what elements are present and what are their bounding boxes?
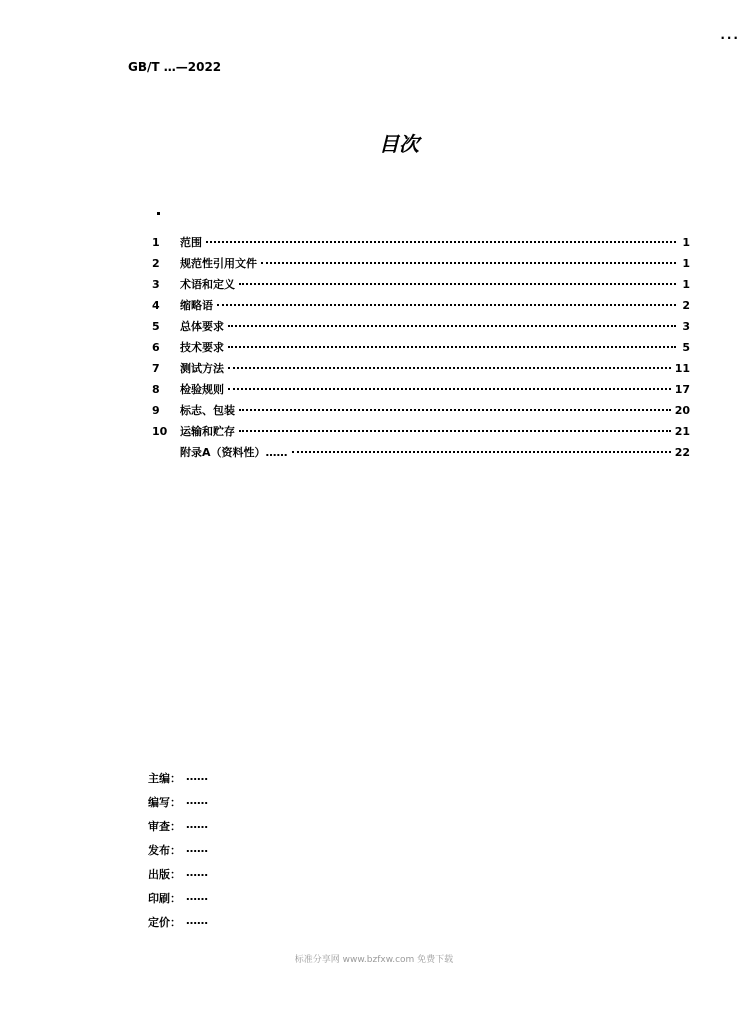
toc-entry-number: 9 [152,404,160,417]
info-key: 审查： [148,820,181,833]
toc-entry[interactable] [152,276,690,297]
corner-mark: ... [720,28,740,42]
toc-entry[interactable] [152,297,690,318]
toc-entry-number: 5 [152,320,160,333]
info-key: 出版： [148,868,181,881]
publication-info-row [148,770,588,794]
toc-entry-page: 1 [682,278,690,291]
document-code: GB/T …—2022 [128,60,222,74]
toc-entry-page: 3 [682,320,690,333]
toc-entry[interactable] [152,402,690,423]
toc-dot-leader [239,409,671,411]
toc-entry[interactable] [152,255,690,276]
toc-dot-leader [228,346,676,348]
toc-entry-page: 2 [682,299,690,312]
toc-entry-number: 1 [152,236,160,249]
toc-entry[interactable] [152,381,690,402]
toc-entry-number: 2 [152,257,160,270]
toc-dot-leader [239,430,671,432]
toc-entry[interactable] [152,423,690,444]
toc-entry-page: 21 [674,425,690,438]
toc-entry-page: 5 [682,341,690,354]
toc-entry-number: 7 [152,362,160,375]
info-key: 印刷： [148,892,181,905]
info-value: …… [186,842,208,855]
toc-entry-page: 22 [674,446,690,459]
info-key: 发布： [148,844,181,857]
info-value: …… [186,866,208,879]
toc-entry[interactable] [152,360,690,381]
info-value: …… [186,818,208,831]
toc-dot-leader [217,304,676,306]
toc-entry-label: 缩略语 [180,299,213,312]
publication-info-row [148,890,588,914]
publication-info-row [148,866,588,890]
toc-entry-label: 附录A（资料性）…… [180,446,288,459]
info-value: …… [186,914,208,927]
toc-entry-page: 1 [682,257,690,270]
toc-entry-label: 总体要求 [180,320,224,333]
toc-entry[interactable] [152,234,690,255]
toc-entry-number: 3 [152,278,160,291]
toc-dot-leader [206,241,676,243]
toc-entry-label: 范围 [180,236,202,249]
toc-dot-leader [292,451,671,453]
toc-dot-leader [228,388,671,390]
toc-entry-page: 17 [674,383,690,396]
info-key: 编写： [148,796,181,809]
toc-entry-number: 8 [152,383,160,396]
toc-entry-number: 10 [152,425,168,438]
toc-entry-number: 4 [152,299,160,312]
toc-entry-label: 标志、包装 [180,404,235,417]
toc-title: 目次 [379,132,419,156]
publication-info-row [148,842,588,866]
toc-entry-label: 术语和定义 [180,278,235,291]
toc-entry-label: 检验规则 [180,383,224,396]
toc-entry-number: 6 [152,341,160,354]
toc-entry[interactable] [152,339,690,360]
toc-entry-page: 1 [682,236,690,249]
toc-entry-label: 规范性引用文件 [180,257,257,270]
toc-dot-leader [228,325,676,327]
table-of-contents [152,234,690,465]
toc-entry-label: 技术要求 [180,341,224,354]
toc-entry-label: 测试方法 [180,362,224,375]
info-value: …… [186,794,208,807]
info-value: …… [186,770,208,783]
info-key: 主编： [148,772,181,785]
bullet-mark [157,212,160,215]
toc-entry-page: 20 [674,404,690,417]
publication-info-row [148,914,588,938]
toc-entry-page: 11 [674,362,690,375]
toc-dot-leader [228,367,671,369]
toc-entry-label: 运输和贮存 [180,425,235,438]
publication-info-row [148,818,588,842]
toc-entry[interactable] [152,444,690,465]
publication-info-row [148,794,588,818]
toc-dot-leader [261,262,676,264]
info-key: 定价： [148,916,181,929]
info-value: …… [186,890,208,903]
toc-entry[interactable] [152,318,690,339]
footer-watermark: 标准分享网 www.bzfxw.com 免费下载 [294,955,454,965]
publication-info [148,770,588,938]
toc-dot-leader [239,283,676,285]
